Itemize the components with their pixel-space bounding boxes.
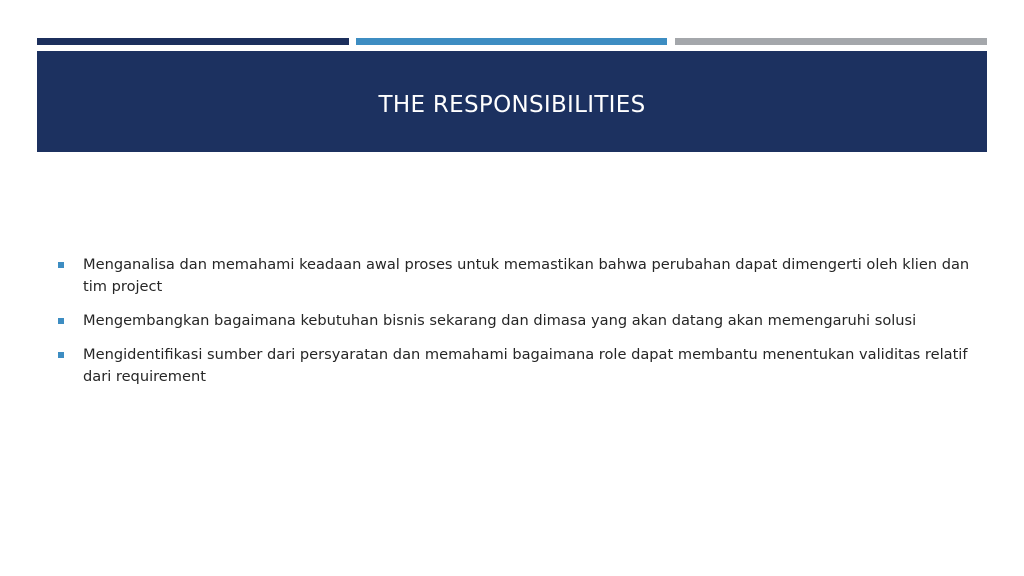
title-band <box>37 51 987 152</box>
bullet-text: Menganalisa dan memahami keadaan awal proses untuk memastikan bahwa perubahan dapat dimengerti oleh klien dan tim project <box>83 256 970 295</box>
accent-bar-gray <box>675 38 987 45</box>
bullet-text: Mengidentifikasi sumber dari persyaratan dan memahami bagaimana role dapat membantu menentukan validitas relatif dari requirement <box>83 346 968 385</box>
square-bullet-icon <box>58 318 64 324</box>
accent-bar-dark <box>37 38 349 45</box>
bullet-text: Mengembangkan bagaimana kebutuhan bisnis sekarang dan dimasa yang akan datang akan memengaruhi solusi <box>83 312 917 329</box>
square-bullet-icon <box>58 352 64 358</box>
square-bullet-icon <box>58 262 64 268</box>
bullet-list <box>57 254 977 400</box>
bullet-item <box>57 310 977 332</box>
slide-title: THE RESPONSIBILITIES <box>378 91 646 118</box>
bullet-item <box>57 254 977 298</box>
bullet-item <box>57 344 977 388</box>
accent-bar-blue <box>356 38 667 45</box>
